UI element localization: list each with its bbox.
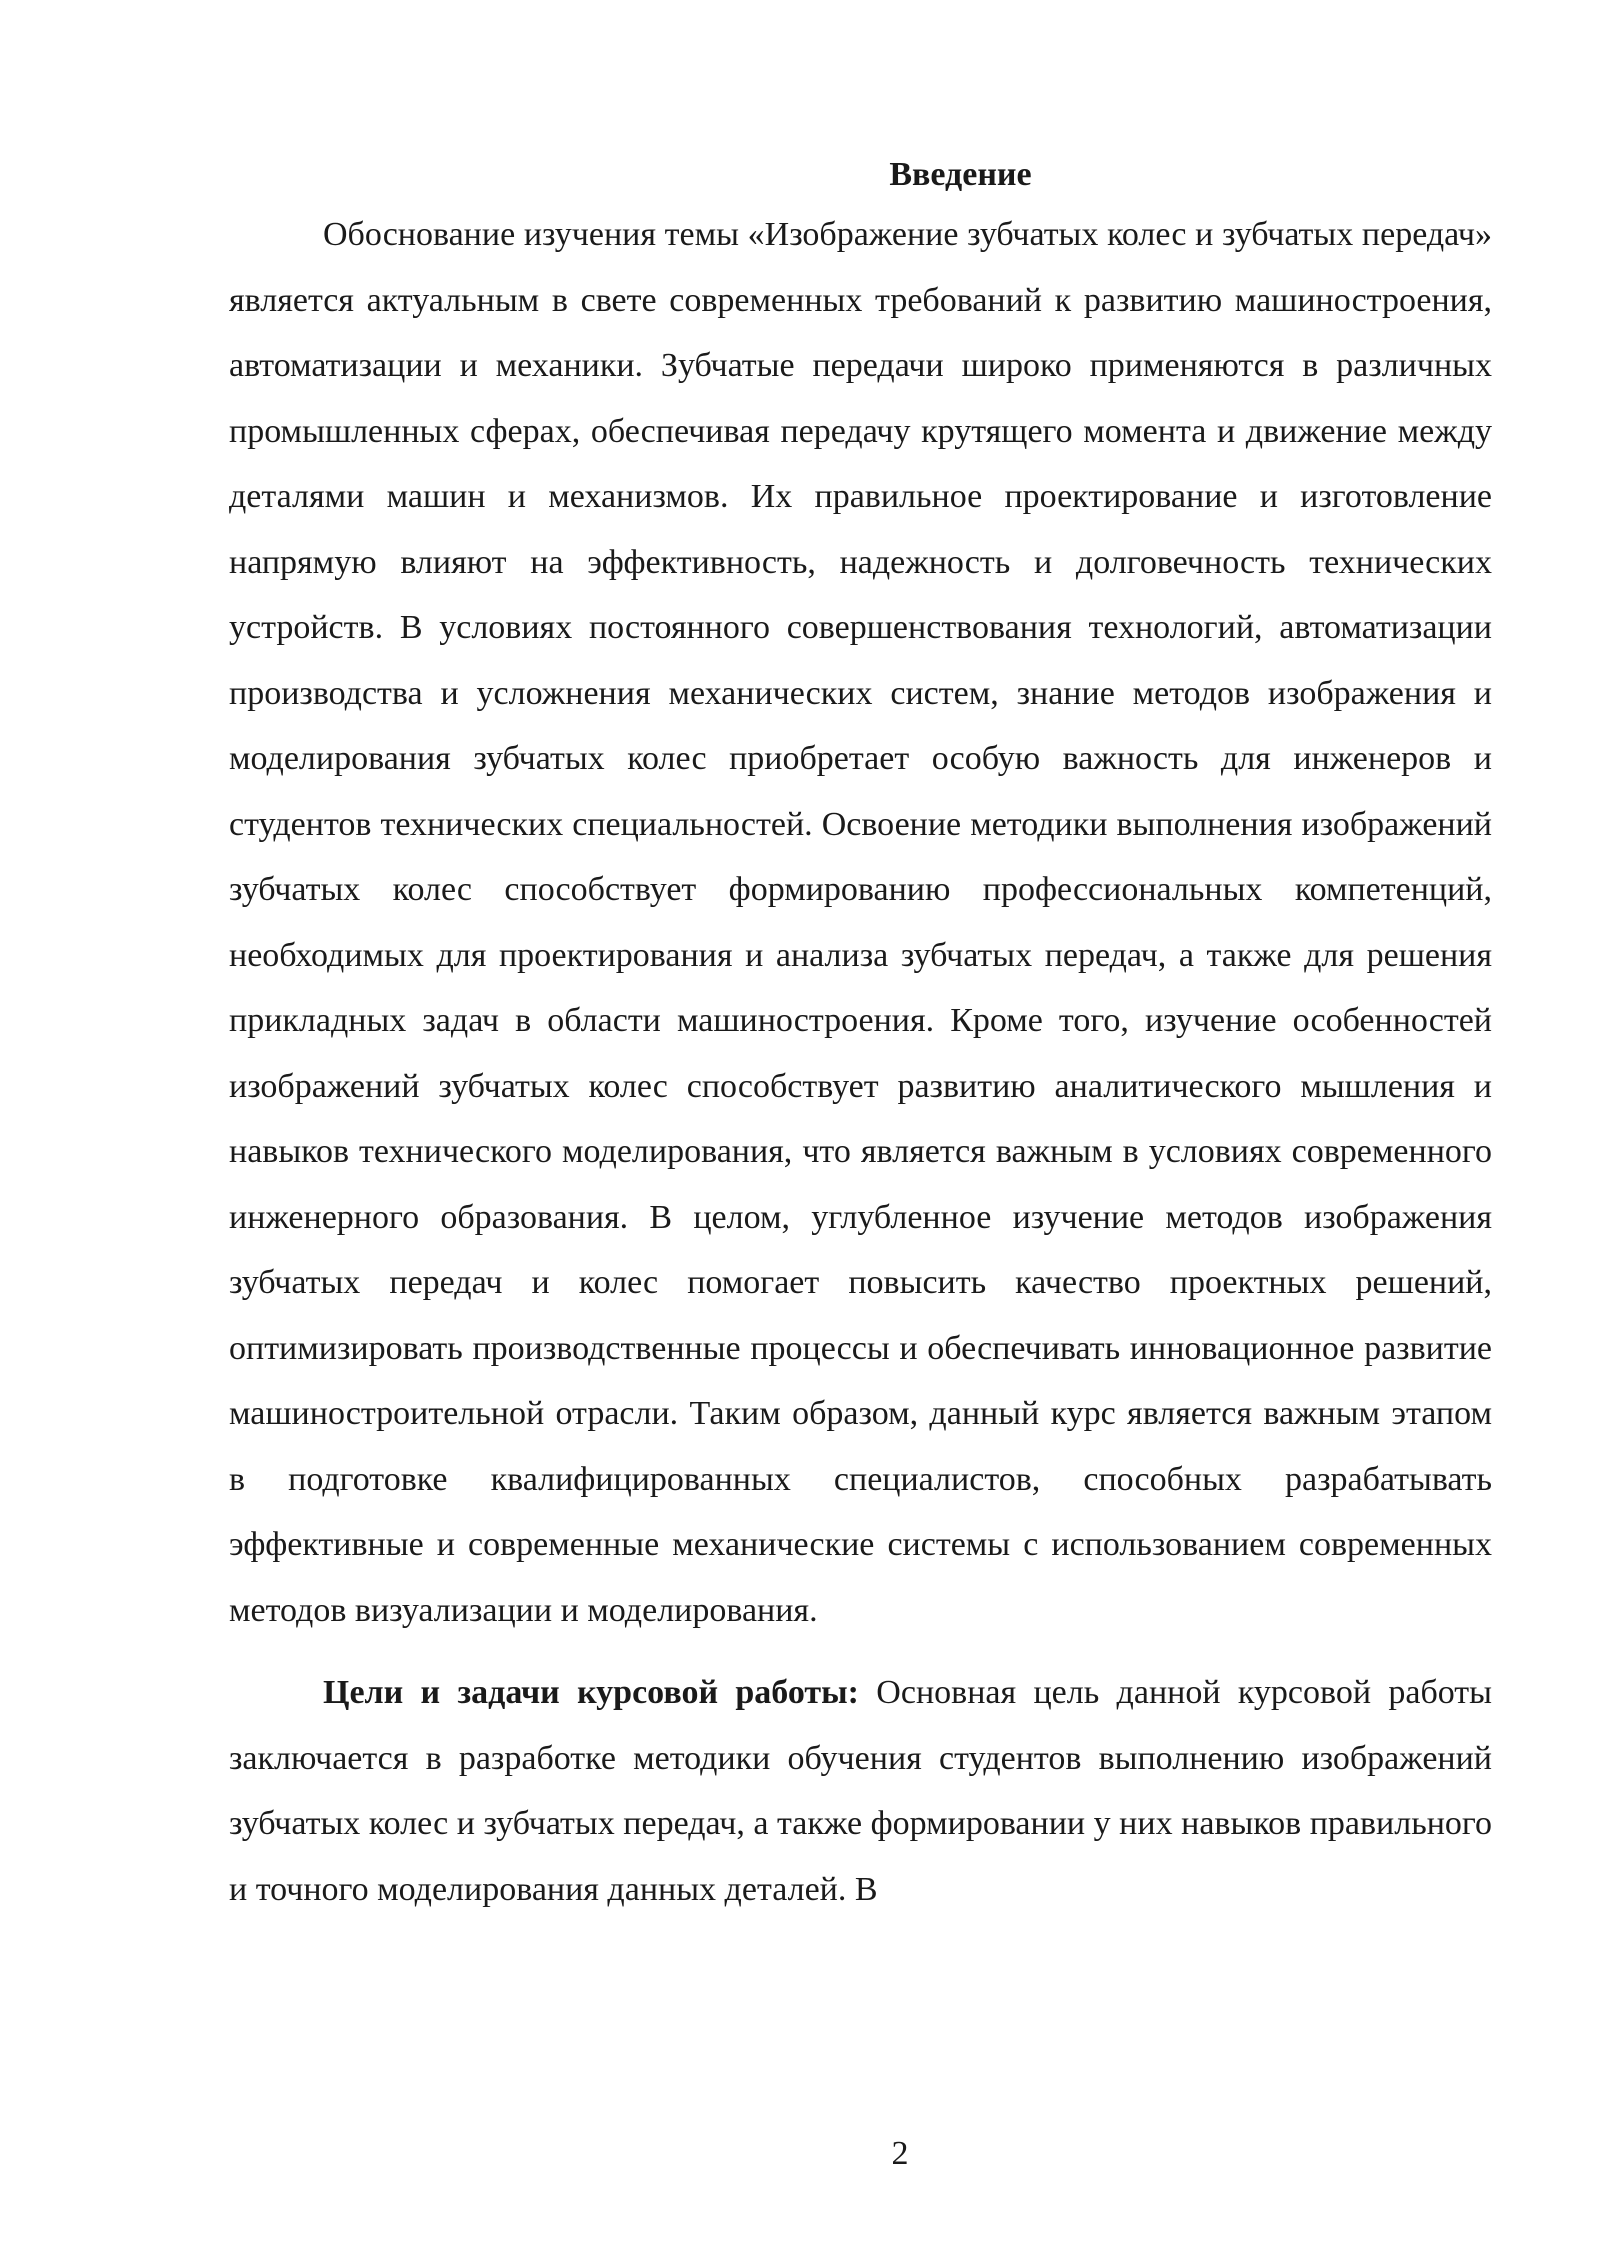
goals-body: Основная цель данной курсовой работы заключается в разработке методики обучения студентов выполнению изображений зубчатых колес и зубчатых передач, а также формировании у них навыков правильного и точного моделирования данных деталей. В	[229, 1674, 1492, 1908]
page-content	[229, 148, 1492, 1922]
intro-paragraph: Обоснование изучения темы «Изображение зубчатых колес и зубчатых передач» является актуальным в свете современных требований к развитию машиностроения, автоматизации и механики. Зубчатые передачи широко применяются в различных промышленных сферах, обеспечивая передачу крутящего момента и движение между деталями машин и механизмов. Их правильное проектирование и изготовление напрямую влияют на эффективность, надежность и долговечность технических устройств. В условиях постоянного совершенствования технологий, автоматизации производства и усложнения механических систем, знание методов изображения и моделирования зубчатых колес приобретает особую важность для инженеров и студентов технических специальностей. Освоение методики выполнения изображений зубчатых колес способствует формированию профессиональных компетенций, необходимых для проектирования и анализа зубчатых передач, а также для решения прикладных задач в области машиностроения. Кроме того, изучение особенностей изображений зубчатых колес способствует развитию аналитического мышления и навыков технического моделирования, что является важным в условиях современного инженерного образования. В целом, углубленное изучение методов изображения зубчатых передач и колес помогает повысить качество проектных решений, оптимизировать производственные процессы и обеспечивать инновационное развитие машиностроительной отрасли. Таким образом, данный курс является важным этапом в подготовке квалифицированных специалистов, способных разрабатывать эффективные и современные механические системы с использованием современных методов визуализации и моделирования.	[229, 216, 1492, 1629]
section-heading: Введение	[889, 156, 1032, 193]
goals-paragraph	[229, 1660, 1492, 1922]
goals-lead: Цели и задачи курсовой работы:	[323, 1674, 859, 1711]
page-number: 2	[891, 2135, 909, 2172]
